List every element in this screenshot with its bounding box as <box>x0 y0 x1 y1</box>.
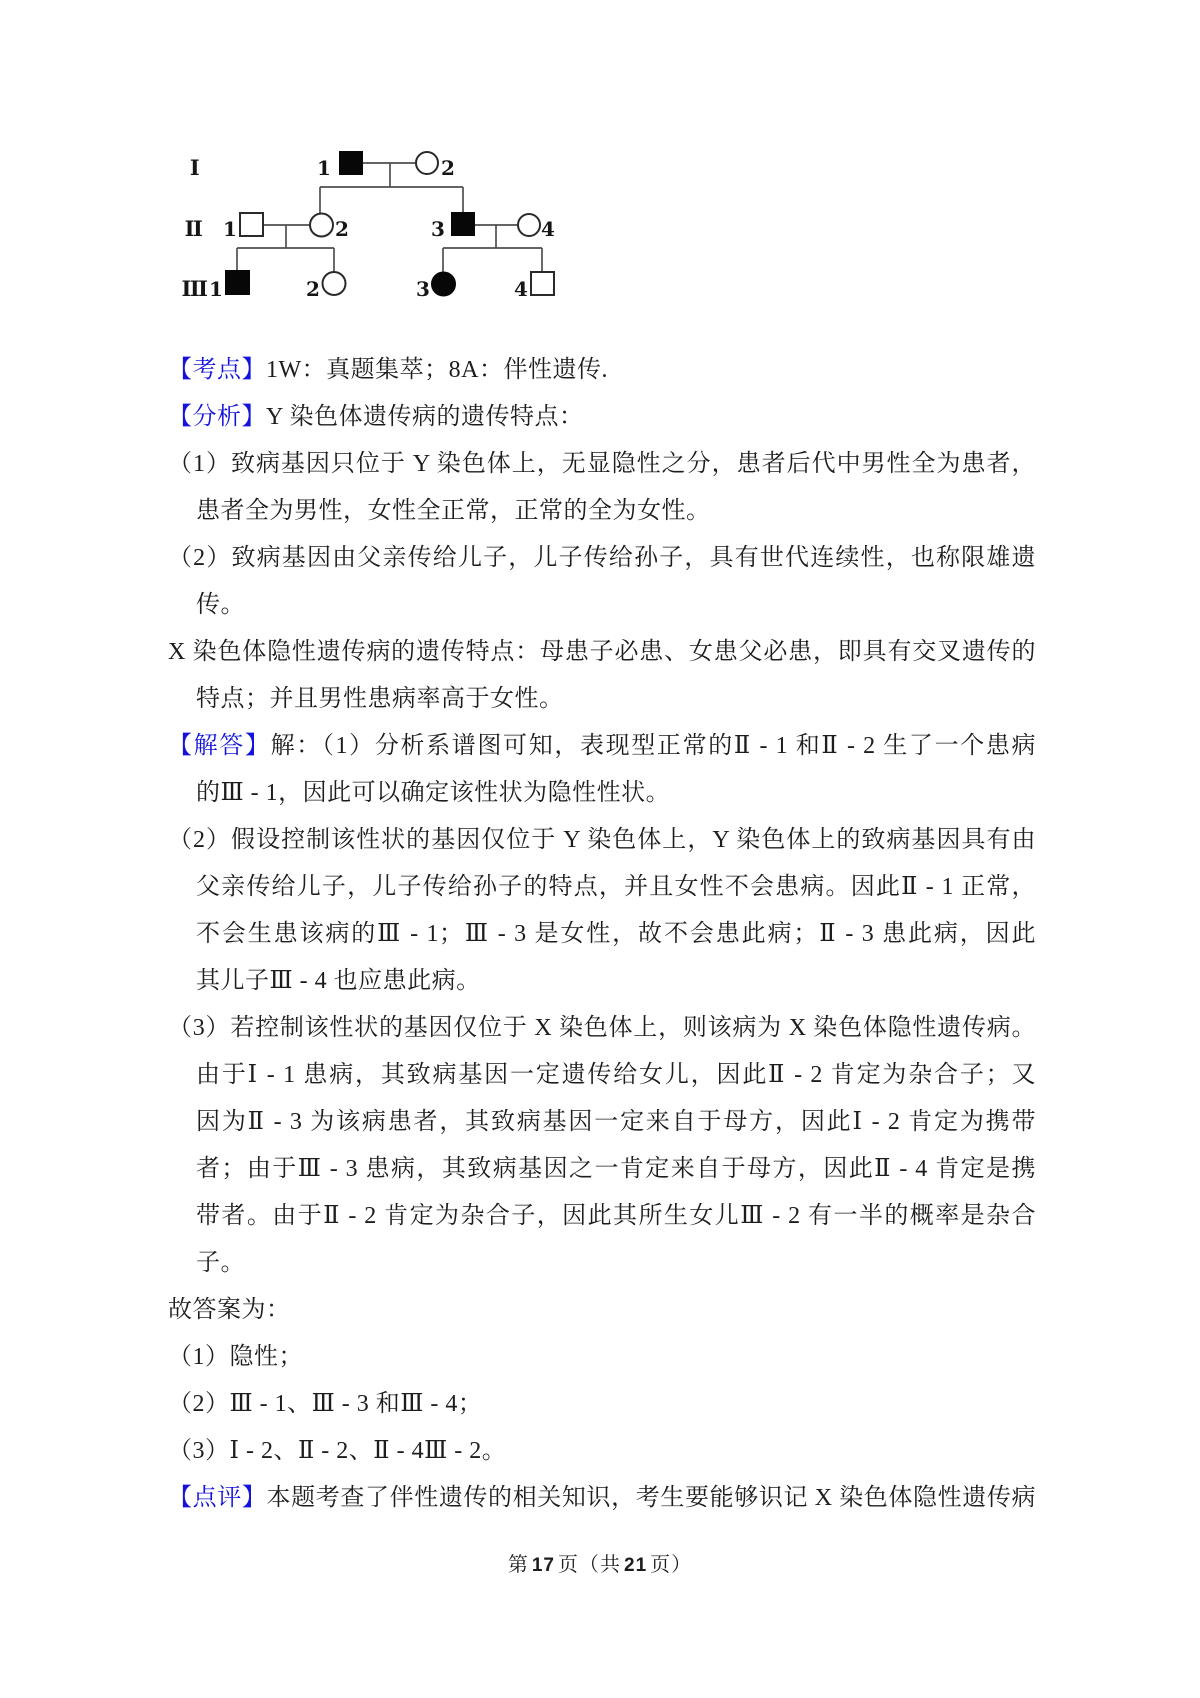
pedigree-III-2-unaffected-female-circle <box>323 272 346 295</box>
line-text: 传。 <box>196 592 245 618</box>
line-text: 解：（1）分析系谱图可知，表现型正常的Ⅱ - 1 和Ⅱ - 2 生了一个患病 <box>270 733 1037 759</box>
text-line <box>168 1475 1036 1522</box>
generation-label-III: III <box>181 276 207 301</box>
pedigree-II-3-affected-male-square <box>452 213 474 235</box>
footer-prefix: 第 <box>507 1554 529 1576</box>
member-number-II-2: 2 <box>335 217 349 241</box>
text-line <box>168 1334 1036 1381</box>
text-line <box>168 770 1036 817</box>
member-number-I-1: 1 <box>317 156 331 180</box>
pedigree-svg <box>150 130 570 315</box>
text-line <box>168 817 1036 864</box>
line-text: （1）隐性； <box>168 1344 303 1370</box>
member-number-III-2: 2 <box>306 277 320 301</box>
text-line <box>168 958 1036 1005</box>
line-text: （2）Ⅲ - 1、Ⅲ - 3 和Ⅲ - 4； <box>168 1391 483 1417</box>
text-line <box>168 582 1036 629</box>
line-text: 子。 <box>196 1250 245 1276</box>
member-number-III-3: 3 <box>416 277 430 301</box>
line-text: X 染色体隐性遗传病的遗传特点：母患子必患、女患父必患，即具有交叉遗传的 <box>168 639 1036 665</box>
line-text: 1W：真题集萃；8A：伴性遗传. <box>266 357 608 383</box>
pedigree-II-2-unaffected-female-circle <box>310 214 333 237</box>
text-line <box>168 1193 1036 1240</box>
text-line <box>168 629 1036 676</box>
text-line <box>168 347 1036 394</box>
pedigree-chart <box>150 130 570 315</box>
line-text: Y 染色体遗传病的遗传特点： <box>266 404 584 430</box>
pedigree-II-4-unaffected-female-circle <box>518 214 540 236</box>
text-line <box>168 1005 1036 1052</box>
text-line <box>168 1381 1036 1428</box>
generation-label-I: I <box>189 155 199 180</box>
member-number-II-1: 1 <box>223 217 237 241</box>
page-footer <box>0 1548 1200 1577</box>
pedigree-III-4-unaffected-male-square <box>531 272 554 295</box>
line-text: 患者全为男性，女性全正常，正常的全为女性。 <box>196 498 711 524</box>
section-label: 【点评】 <box>168 1485 267 1511</box>
section-label: 【解答】 <box>168 733 271 759</box>
text-line <box>168 1287 1036 1334</box>
line-text: 父亲传给儿子，儿子传给孙子的特点，并且女性不会患病。因此Ⅱ - 1 正常， <box>196 874 1036 900</box>
pedigree-III-1-affected-male-square <box>226 271 249 294</box>
line-text: （3）若控制该性状的基因仅位于 X 染色体上，则该病为 X 染色体隐性遗传病。 <box>168 1015 1036 1041</box>
footer-page-number: 17 <box>531 1555 555 1576</box>
line-text: 由于Ⅰ - 1 患病，其致病基因一定遗传给女儿，因此Ⅱ - 2 肯定为杂合子；又 <box>196 1062 1036 1088</box>
line-text: （3）Ⅰ - 2、Ⅱ - 2、Ⅱ - 4Ⅲ - 2。 <box>168 1438 507 1464</box>
text-line <box>168 441 1036 488</box>
section-label: 【考点】 <box>168 357 266 383</box>
member-number-II-3: 3 <box>431 217 445 241</box>
line-text: 特点；并且男性患病率高于女性。 <box>196 686 564 712</box>
pedigree-I-2-unaffected-female-circle <box>416 152 438 174</box>
footer-suffix: 页） <box>650 1554 693 1576</box>
text-line <box>168 1428 1036 1475</box>
member-number-II-4: 4 <box>541 217 555 241</box>
text-line <box>168 1240 1036 1287</box>
line-text: （1）致病基因只位于 Y 染色体上，无显隐性之分，患者后代中男性全为患者， <box>168 451 1036 477</box>
line-text: （2）假设控制该性状的基因仅位于 Y 染色体上，Y 染色体上的致病基因具有由 <box>168 827 1036 853</box>
text-line <box>168 1146 1036 1193</box>
line-text: 故答案为： <box>168 1297 291 1323</box>
line-text: 者；由于Ⅲ - 3 患病，其致病基因之一肯定来自于母方，因此Ⅱ - 4 肯定是携 <box>196 1156 1036 1182</box>
text-line <box>168 394 1036 441</box>
member-number-I-2: 2 <box>441 156 455 180</box>
text-line <box>168 864 1036 911</box>
member-number-III-4: 4 <box>514 277 528 301</box>
section-label: 【分析】 <box>168 404 266 430</box>
line-text: 的Ⅲ - 1，因此可以确定该性状为隐性性状。 <box>196 780 671 806</box>
line-text: 本题考查了伴性遗传的相关知识，考生要能够识记 X 染色体隐性遗传病 <box>266 1485 1036 1511</box>
text-line <box>168 1052 1036 1099</box>
text-line <box>168 535 1036 582</box>
text-line <box>168 723 1036 770</box>
line-text: 带者。由于Ⅱ - 2 肯定为杂合子，因此其所生女儿Ⅲ - 2 有一半的概率是杂合 <box>196 1203 1036 1229</box>
line-text: （2）致病基因由父亲传给儿子，儿子传给孙子，具有世代连续性，也称限雄遗 <box>168 545 1036 571</box>
pedigree-II-1-unaffected-male-square <box>240 213 263 236</box>
footer-total-pages: 21 <box>624 1555 648 1576</box>
text-line <box>168 488 1036 535</box>
answer-lines <box>168 347 1036 1522</box>
text-line <box>168 911 1036 958</box>
pedigree-III-3-affected-female-circle <box>432 273 455 296</box>
line-text: 因为Ⅱ - 3 为该病患者，其致病基因一定来自于母方，因此Ⅰ - 2 肯定为携带 <box>196 1109 1036 1135</box>
member-number-III-1: 1 <box>209 277 223 301</box>
pedigree-I-1-affected-male-square <box>340 152 362 174</box>
line-text: 不会生患该病的Ⅲ - 1；Ⅲ - 3 是女性，故不会患此病；Ⅱ - 3 患此病，因此 <box>196 921 1036 947</box>
text-line <box>168 1099 1036 1146</box>
text-line <box>168 676 1036 723</box>
footer-mid: 页（共 <box>558 1554 621 1576</box>
line-text: 其儿子Ⅲ - 4 也应患此病。 <box>196 968 481 994</box>
generation-label-II: II <box>184 216 202 241</box>
